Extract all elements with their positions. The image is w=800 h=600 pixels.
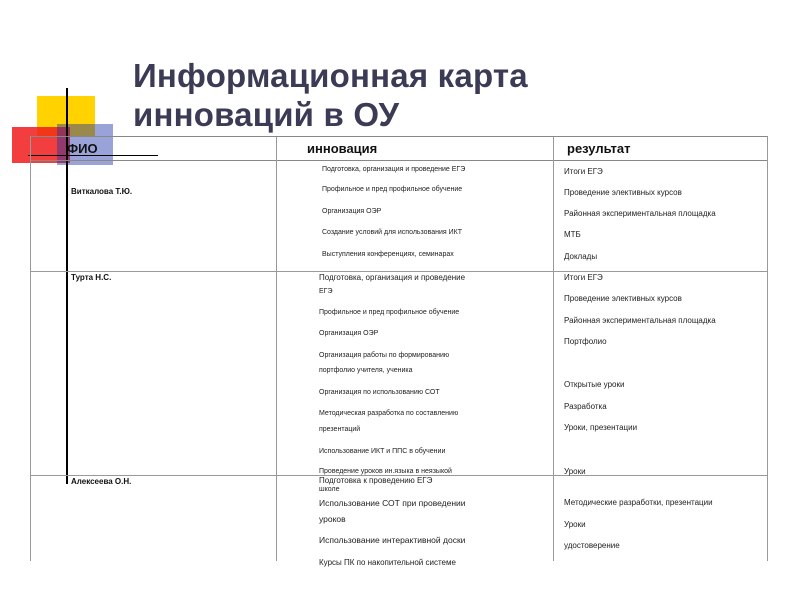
result-item: Уроки [564, 520, 586, 529]
page-title [133, 56, 528, 134]
innovation-item: уроков [319, 514, 346, 524]
innovation-item: Методическая разработка по составлению [319, 410, 459, 417]
innovation-item: Проведение уроков ин.языка в неязыкой [319, 468, 452, 475]
innovation-item: презентаций [319, 426, 361, 433]
result-item: Районная экспериментальная площадка [564, 316, 716, 325]
fio-cell: Виткалова Т.Ю. [71, 187, 133, 196]
result-item: Уроки [564, 467, 586, 476]
header-fio: ФИО [67, 141, 98, 156]
result-item: МТБ [564, 230, 581, 239]
innovation-item: портфолио учителя, ученика [319, 367, 413, 374]
result-item: Итоги ЕГЭ [564, 167, 603, 176]
result-item: Проведение элективных курсов [564, 294, 682, 303]
innovation-item: Профильное и пред профильное обучение [322, 186, 463, 193]
innovation-item: Подготовка к проведению ЕГЭ [319, 476, 433, 485]
innovation-item: Организация ОЭР [322, 208, 382, 215]
result-item: Доклады [564, 252, 598, 261]
header-innovation: инновация [307, 141, 378, 156]
result-item: Открытые уроки [564, 380, 625, 389]
column-divider [276, 137, 277, 561]
result-item: Районная экспериментальная площадка [564, 209, 716, 218]
innovation-item: Профильное и пред профильное обучение [319, 309, 460, 316]
title-line-1: Информационная карта [133, 57, 528, 94]
innovation-item: ЕГЭ [319, 288, 333, 295]
innovation-item: Организация по использованию СОТ [319, 389, 440, 396]
innovation-item: школе [319, 486, 340, 493]
innovation-item: Использование ИКТ и ППС в обучении [319, 448, 446, 455]
innovation-item: Организация работы по формированию [319, 352, 450, 359]
column-divider [553, 137, 554, 561]
table-header [31, 137, 767, 161]
innovation-item: Использование СОТ при проведении [319, 498, 466, 508]
innovation-item: Подготовка, организация и проведение [319, 273, 466, 282]
result-item: Уроки, презентации [564, 423, 638, 432]
innovation-item: Выступления конференциях, семинарах [322, 251, 454, 258]
fio-cell: Алексеева О.Н. [71, 477, 132, 486]
title-line-2: инноваций в ОУ [133, 96, 400, 133]
row-divider [31, 271, 767, 272]
result-item: Проведение элективных курсов [564, 188, 682, 197]
result-item: Портфолио [564, 337, 607, 346]
result-item: Методические разработки, презентации [564, 498, 713, 507]
fio-cell: Турта Н.С. [71, 273, 112, 282]
result-item: удостоверение [564, 541, 620, 550]
result-item: Итоги ЕГЭ [564, 273, 603, 282]
header-result: результат [567, 141, 631, 156]
result-item: Разработка [564, 402, 607, 411]
innovation-table [30, 136, 768, 567]
innovation-item: Создание условий для использования ИКТ [322, 229, 463, 236]
innovation-item: Организация ОЭР [319, 330, 379, 337]
innovation-item: Подготовка, организация и проведение ЕГЭ [322, 166, 466, 173]
innovation-item: Курсы ПК по накопительной системе [319, 558, 456, 567]
innovation-item: Использование интерактивной доски [319, 535, 466, 545]
